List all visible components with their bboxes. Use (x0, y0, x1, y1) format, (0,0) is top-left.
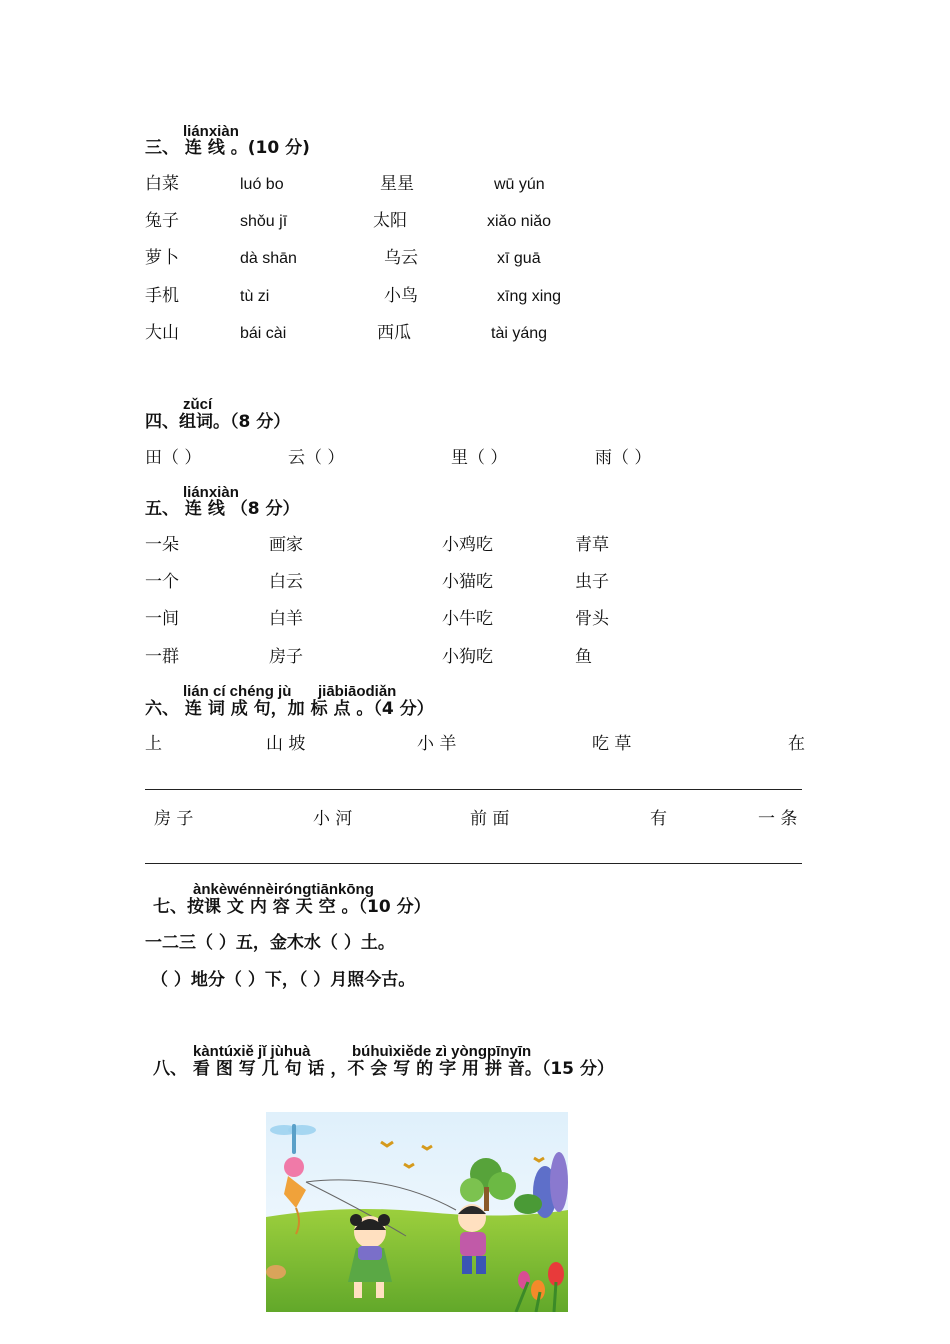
s3-pinyin-item: xī guā (497, 250, 541, 267)
s3-title: 三、 连 线 。(10 分) (145, 138, 310, 158)
s6-word: 山 坡 (266, 734, 306, 754)
s3-word: 太阳 (373, 211, 407, 231)
s3-word: 小鸟 (384, 286, 418, 306)
s6-word: 小 河 (313, 809, 353, 829)
s4-item: 田（ ） (145, 448, 202, 468)
s8-title: 八、 看 图 写 几 句 话 ，不 会 写 的 字 用 拼 音。（15 分） (153, 1059, 614, 1079)
kite-picture (266, 1112, 568, 1312)
s3-pinyin: liánxiàn (183, 123, 239, 140)
s5-word: 青草 (575, 535, 609, 555)
s4-item: 雨（ ） (595, 448, 652, 468)
s3-pinyin-item: tài yáng (491, 325, 548, 342)
s5-word: 白羊 (269, 609, 303, 629)
s3-word: 乌云 (384, 248, 418, 268)
s5-word: 小猫吃 (442, 572, 493, 592)
s6-word: 在 (788, 734, 805, 754)
s3-word: 兔子 (145, 211, 179, 231)
s3-pinyin-item: tù zi (240, 288, 270, 305)
s6-word: 有 (650, 809, 667, 829)
answer-line[interactable] (145, 789, 802, 790)
s3-word: 星星 (380, 174, 414, 194)
s4-item: 云（ ） (288, 448, 345, 468)
s8-pinyin-1: kàntúxiě jǐ jùhuà (193, 1043, 311, 1060)
s5-word: 一间 (145, 609, 179, 629)
s4-pinyin: zǔcí (183, 396, 213, 413)
s5-word: 小牛吃 (442, 609, 493, 629)
s8-pinyin-2: búhuìxiěde zì yòngpīnyīn (352, 1043, 532, 1060)
s6-word: 上 (145, 734, 162, 754)
s5-word: 骨头 (575, 609, 609, 629)
s3-pinyin-item: xīng xing (497, 288, 562, 305)
answer-line[interactable] (145, 863, 802, 864)
s3-word: 手机 (145, 286, 179, 306)
s6-pinyin-1: lián cí chéng jù (183, 683, 292, 700)
s6-title: 六、 连 词 成 句，加 标 点 。（4 分） (145, 699, 434, 719)
s3-word: 西瓜 (377, 323, 411, 343)
s6-word: 前 面 (470, 809, 510, 829)
s3-pinyin-item: shǒu jī (240, 213, 288, 230)
s3-word: 萝卜 (145, 248, 179, 268)
s6-pinyin-2: jiābiāodiǎn (318, 683, 397, 700)
s5-pinyin: liánxiàn (183, 484, 239, 501)
s5-word: 一个 (145, 572, 179, 592)
s5-word: 房子 (269, 647, 303, 667)
s7-line-1: 一二三（ ）五，金木水（ ）土。 (145, 933, 395, 953)
s5-word: 小鸡吃 (442, 535, 493, 555)
s5-title: 五、 连 线 （8 分） (145, 499, 300, 519)
s3-pinyin-item: bái cài (240, 325, 287, 342)
s6-word: 小 羊 (417, 734, 457, 754)
s3-pinyin-item: luó bo (240, 176, 284, 193)
s5-word: 一群 (145, 647, 179, 667)
s3-word: 大山 (145, 323, 179, 343)
s4-title: 四、组词。（8 分） (145, 412, 291, 432)
s7-pinyin: ànkèwénnèiróngtiānkōng (193, 881, 374, 898)
s5-word: 虫子 (575, 572, 609, 592)
s5-word: 画家 (269, 535, 303, 555)
s5-word: 白云 (269, 572, 303, 592)
s3-word: 白菜 (145, 174, 179, 194)
s3-pinyin-item: xiǎo niǎo (487, 213, 552, 230)
s7-line-2: （ ）地分（ ）下，（ ）月照今古。 (151, 970, 416, 990)
s3-pinyin-item: dà shān (240, 250, 297, 267)
s6-word: 一 条 (758, 809, 798, 829)
s7-title: 七、按课 文 内 容 天 空 。（10 分） (153, 897, 431, 917)
s5-word: 一朵 (145, 535, 179, 555)
s6-word: 房 子 (154, 809, 194, 829)
s5-word: 鱼 (575, 647, 592, 667)
s4-item: 里（ ） (451, 448, 508, 468)
s3-pinyin-item: wū yún (494, 176, 545, 193)
s5-word: 小狗吃 (442, 647, 493, 667)
s6-word: 吃 草 (592, 734, 632, 754)
